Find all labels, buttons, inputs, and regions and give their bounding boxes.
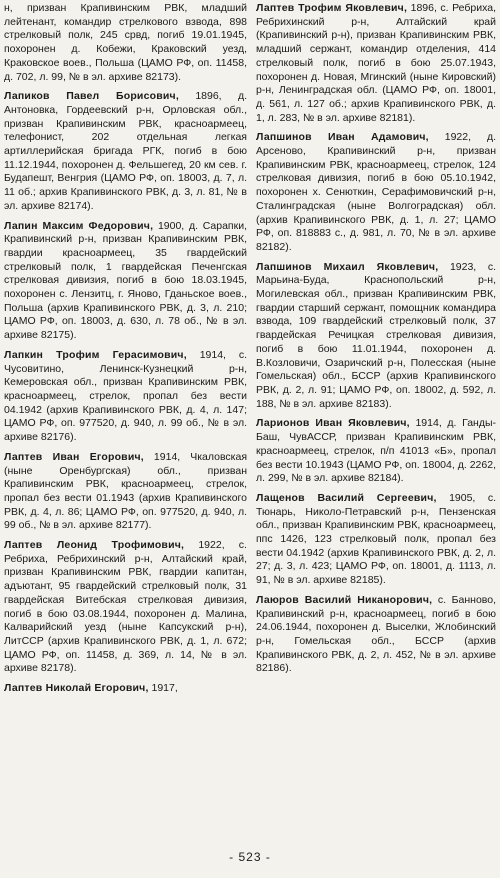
entry-continued [4, 2, 247, 84]
entry-laptev-trofim [256, 2, 496, 125]
entry-text: с. Банново, Крапивинский р-н, красноармеец, погиб в бою 24.06.1944, похоронен д. Выселки, Жлобинский р-н, Гомельская обл., БССР (архив Крапивинского РВК, д. 2, л. 452, № в эл. архиве 82186). [256, 593, 497, 675]
entry-text: 1914, с. Чусовитино, Ленинск-Кузнецкий р-н, Кемеровская обл., призван Крапивинским РВК, красноармеец, стрелок, пропал без вести 04.1942 (архив Крапивинского РВК, д. 4, л. 147; ЦАМО РФ, оп. 977520, д. 940, л. 99 об., № в эл. архиве 82176). [4, 348, 247, 444]
entry-name: Лапин Максим Федорович, [4, 219, 154, 232]
entry-text: 1923, с. Марьина-Буда, Краснопольский р-н, Могилевская обл., призван Крапивинским РВК, гвардии старший сержант, помощник командира взвода, 109 гвардейский стрелковый полк, 37 гвардейская Речицкая стрелковая дивизия, погиб в бою 11.01.1944, похоронен д. В.Козловичи, Озаричский р-н, Полесская (ныне Гомельская) обл., БССР (архив Крапивинского РВК, д. 2, л. 91; ЦАМО РФ, оп. 18002, д. 592, л. 188, № в эл. архиве 82183). [256, 260, 496, 410]
entry-name: Лапшинов Михаил Яковлевич, [256, 260, 439, 273]
entry-text: н, призван Крапивинским РВК, младший лейтенант, командир стрелкового взвода, 898 стрелковый полк, 245 срвд, погиб 19.01.1945, похоронен д. Кобежи, Краковский уезд, Краковское воев., Польша (ЦАМО РФ, оп. 11458, д. 702, л. 99, № в эл. архиве 82173). [4, 2, 247, 83]
entry-text: 1896, д. Антоновка, Гордеевский р-н, Орловская обл., призван Крапивинским РВК, красноармеец, телефонист, 202 отдельная легкая артиллерийская бригада РГК, погиб в бою 11.12.1944, похоронен д. Фельшегед, 20 км сев. г. Будапешт, Венгрия (ЦАМО РФ, оп. 18003, д. 7, л. 11 об.; архив Крапивинского РВК, д. 3, л. 81, № в эл. архиве 82174). [4, 90, 247, 212]
entry-name: Лаптев Трофим Яковлевич, [256, 2, 408, 14]
entry-name: Лапкин Трофим Герасимович, [4, 348, 187, 361]
entry-name: Лаюров Василий Никанорович, [256, 593, 433, 606]
left-column [4, 2, 247, 702]
entry-name: Ларионов Иван Яковлевич, [256, 417, 410, 430]
entry-name: Лаптев Иван Егорович, [4, 450, 144, 463]
entry-laptev-leonid [4, 539, 247, 676]
entry-lapshinov-mikhail [256, 261, 496, 412]
entry-lapikov [4, 90, 247, 213]
entry-name: Лащенов Василий Сергеевич, [256, 491, 437, 504]
entry-larionov [256, 417, 496, 486]
entry-text: 1922, д. Арсеново, Крапивинский р-н, призван Крапивинским РВК, красноармеец, стрелок, 124 стрелковая дивизия, погиб в бою 05.10.1942, похоронен х. Сенюткин, Серафимовичский р-н, Сталинградская (ныне Волгоградская) обл. (архив Крапивинского РВК, д. 1, л. 27; ЦАМО РФ, оп. 818883 с., д. 981, л. 70, № в эл. архиве 82182). [256, 131, 496, 253]
entry-layurov [256, 594, 496, 676]
entry-lapkin [4, 349, 247, 445]
entry-text: 1922, с. Ребриха, Ребрихинский р-н, Алтайский край, призван Крапивинским РВК, гвардии капитан, адъютант, 95 гвардейский стрелковый полк, 31 гвардейская Витебская стрелковая дивизия, погиб в бою 03.08.1944, похоронен д. Малина, Калварийский уезд (ныне Капсукский р-н), ЛитССР (архив Крапивинского РВК, д. 1, л. 672; ЦАМО РФ, оп. 11458, д. 369, л. 14, № в эл. архиве 82178). [4, 539, 247, 675]
entry-text: 1900, д. Сарапки, Крапивинский р-н, призван Крапивинским РВК, гвардии красноармеец, 35 гвардейский стрелковый полк, 1 гвардейская Печенгская стрелковая дивизия, погиб в бою 18.03.1945, похоронен с. Лензитц, г. Яново, Гданьское воев., Польша (архив Крапивинского РВК, д. 3, л. 210; ЦАМО РФ, оп. 18003, д. 630, л. 78 об., № в эл. архиве 82175). [4, 219, 247, 342]
entry-lapin [4, 220, 247, 343]
entry-name: Лаптев Леонид Трофимович, [4, 539, 185, 552]
entry-name: Лапшинов Иван Адамович, [256, 131, 429, 144]
entry-text: 1914, д. Ганды-Баш, ЧувАССР, призван Крапивинским РВК, красноармеец, стрелок, п/п 41013 «Б», пропал без вести 10.1943 (ЦАМО РФ, оп. 18004, д. 2262, л. 299, № в эл. архиве 82184). [256, 417, 496, 485]
entry-text: 1914, Чкаловская (ныне Оренбургская) обл., призван Крапивинским РВК, красноармеец, стрелок, пропал без вести 01.1943 (архив Крапивинского РВК, д. 4, л. 86; ЦАМО РФ, оп. 977520, д. 940, л. 99 об., № в эл. архиве 82177). [4, 450, 248, 532]
entry-text: 1917, [151, 682, 178, 695]
page-number: - 523 - [229, 850, 271, 864]
entry-text: 1896, с. Ребриха, Ребрихинский р-н, Алтайский край (Крапивинский р-н), призван Крапивинским РВК, младший сержант, командир отделения, 414 стрелковый полк, погиб в бою 25.07.1943, похоронен д. Новая, Мгинский (ныне Кировский) р-н, Ленинградская обл. (ЦАМО РФ, оп. 18001, д. 561, л. 127 об.; архив Крапивинского РВК, д. 1, л. 283, № в эл. архиве 82181). [256, 2, 496, 124]
entry-lapshinov-ivan [256, 131, 496, 254]
entry-laptev-nikolai [4, 682, 247, 696]
entry-laptev-ivan [4, 451, 247, 533]
entry-name: Лапиков Павел Борисович, [4, 90, 179, 103]
right-column [256, 2, 496, 682]
entry-name: Лаптев Николай Егорович, [4, 682, 149, 695]
entry-text: 1905, с. Тюнарь, Николо-Петравский р-н, Пензенская обл., призван Крапивинским РВК, красноармеец, ппс 1426, 123 стрелковый полк, пропал без вести 04.1942 (архив Крапивинского РВК, д. 2, л. 27; д. 3, л. 423; ЦАМО РФ, оп. 18001, д. 1113, л. 91, № в эл. архиве 82185). [256, 491, 496, 587]
entry-lashchenov [256, 492, 496, 588]
